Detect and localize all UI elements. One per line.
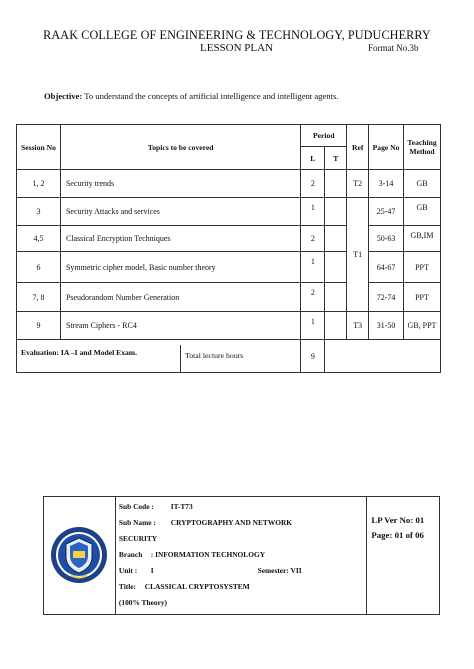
page-cell: 3-14 <box>369 170 404 198</box>
empty-cell <box>325 340 441 373</box>
branch-value: : INFORMATION TECHNOLOGY <box>150 550 266 559</box>
session-cell: 6 <box>17 252 61 283</box>
theory-note: (100% Theory) <box>118 598 168 607</box>
format-number: Format No.3b <box>368 43 419 53</box>
method-cell: GB <box>404 170 441 198</box>
lesson-plan-table <box>16 124 441 373</box>
lecture-cell: 2 <box>301 283 325 312</box>
session-cell: 9 <box>17 312 61 340</box>
lp-version: LP Ver No: 01 <box>371 515 425 525</box>
lecture-cell: 1 <box>301 198 325 226</box>
unit-value: I <box>150 566 154 575</box>
table-row <box>17 252 441 283</box>
page-cell: 72-74 <box>369 283 404 312</box>
total-hours-label: Total lecture hours <box>185 351 244 360</box>
topic-cell: Security Attacks and services <box>60 198 300 226</box>
table-row <box>17 226 441 252</box>
topic-cell: Classical Encryption Techniques <box>60 226 300 252</box>
title-value: CLASSICAL CRYPTOSYSTEM <box>144 582 250 591</box>
objective <box>44 91 338 101</box>
table-row <box>17 312 441 340</box>
method-cell: GB <box>404 198 441 226</box>
tutorial-cell <box>325 312 347 340</box>
table-row <box>17 170 441 198</box>
page-title: LESSON PLAN <box>200 42 274 54</box>
ref-cell: T1 <box>347 198 369 312</box>
subject-footer <box>43 496 440 615</box>
total-hours-value: 9 <box>301 340 325 373</box>
branch-label: Branch <box>118 550 143 559</box>
session-cell: 3 <box>17 198 61 226</box>
topic-cell: Symmetric cipher model, Basic number theory <box>60 252 300 283</box>
lp-version-box <box>367 497 440 615</box>
session-cell: 4,5 <box>17 226 61 252</box>
header-ref: Ref <box>347 125 369 170</box>
lecture-cell: 1 <box>301 252 325 283</box>
tutorial-cell <box>325 198 347 226</box>
method-cell: PPT <box>404 283 441 312</box>
semester-value: VII <box>290 566 302 575</box>
topic-cell: Pseudorandom Number Generation <box>60 283 300 312</box>
semester-label: Semester: <box>257 566 289 575</box>
lecture-cell: 2 <box>301 170 325 198</box>
college-name: RAAK COLLEGE OF ENGINEERING & TECHNOLOGY, PUDUCHERRY <box>43 28 431 42</box>
objective-text: To understand the concepts of artificial intelligence and intelligent agents. <box>84 91 339 101</box>
session-cell: 7, 8 <box>17 283 61 312</box>
lecture-cell: 1 <box>301 312 325 340</box>
sub-code-label: Sub Code : <box>118 502 154 511</box>
topic-cell: Stream Ciphers - RC4 <box>60 312 300 340</box>
tutorial-cell <box>325 283 347 312</box>
header-page: Page No <box>369 125 404 170</box>
topic-cell: Security trends <box>60 170 300 198</box>
method-cell: PPT <box>404 252 441 283</box>
college-seal-icon <box>49 525 109 585</box>
unit-label: Unit : <box>118 566 138 575</box>
lecture-cell: 2 <box>301 226 325 252</box>
tutorial-cell <box>325 170 347 198</box>
sub-name-continuation: SECURITY <box>118 534 158 543</box>
page-number: Page: 01 of 06 <box>371 530 424 540</box>
header-teaching: Teaching Method <box>404 125 441 170</box>
sub-code-value: IT-T73 <box>170 502 193 511</box>
evaluation-label: Evaluation: IA –I and Model Exam. <box>17 345 181 372</box>
method-cell: GB, PPT <box>404 312 441 340</box>
tutorial-cell <box>325 252 347 283</box>
ref-cell: T3 <box>347 312 369 340</box>
title-label: Title: <box>118 582 137 591</box>
table-row <box>17 198 441 226</box>
header-t: T <box>325 147 347 170</box>
subject-details <box>115 497 366 615</box>
ref-cell: T2 <box>347 170 369 198</box>
header-period: Period <box>301 125 347 147</box>
sub-name-label: Sub Name : <box>118 518 156 527</box>
table-row <box>17 283 441 312</box>
header-l: L <box>301 147 325 170</box>
page-cell: 64-67 <box>369 252 404 283</box>
sub-name-value: CRYPTOGRAPHY AND NETWORK <box>170 518 293 527</box>
method-cell: GB,IM <box>404 226 441 252</box>
header-topics: Topics to be covered <box>60 125 300 170</box>
page-cell: 25-47 <box>369 198 404 226</box>
session-cell: 1, 2 <box>17 170 61 198</box>
header-session: Session No <box>17 125 61 170</box>
objective-label: Objective: <box>44 91 83 101</box>
page-cell: 50-63 <box>369 226 404 252</box>
page-cell: 31-50 <box>369 312 404 340</box>
tutorial-cell <box>325 226 347 252</box>
evaluation-row <box>17 340 441 373</box>
college-logo <box>44 497 116 615</box>
